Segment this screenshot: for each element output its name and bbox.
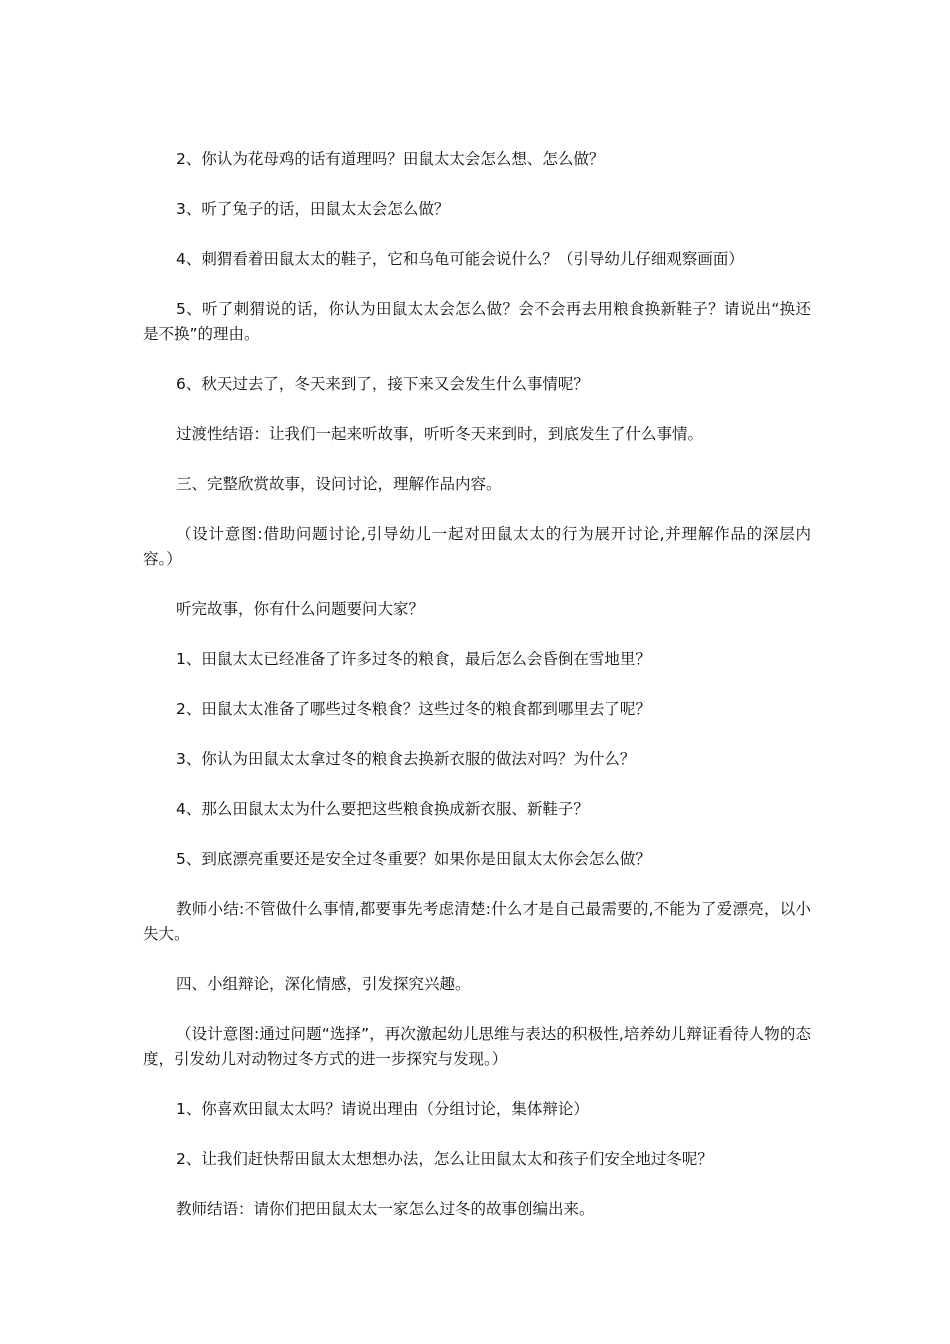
paragraph-discussion-4: 4、那么田鼠太太为什么要把这些粮食换成新衣服、新鞋子？ <box>176 800 589 818</box>
section-heading-4: 四、小组辩论，深化情感，引发探究兴趣。 <box>176 975 471 993</box>
paragraph-question-5: 5、听了刺猬说的话，你认为田鼠太太会怎么做？会不会再去用粮食换新鞋子？请说出“换还是不换”的理由。 <box>143 300 811 343</box>
paragraph-discussion-1: 1、田鼠太太已经准备了许多过冬的粮食，最后怎么会昏倒在雪地里？ <box>176 650 651 668</box>
document-body <box>143 147 811 1247</box>
paragraph-prompt: 听完故事，你有什么问题要问大家？ <box>176 600 425 618</box>
teacher-conclusion: 教师结语：请你们把田鼠太太一家怎么过冬的故事创编出来。 <box>176 1200 595 1218</box>
paragraph-transition: 过渡性结语：让我们一起来听故事，听听冬天来到时，到底发生了什么事情。 <box>176 425 704 443</box>
paragraph-discussion-5: 5、到底漂亮重要还是安全过冬重要？如果你是田鼠太太你会怎么做？ <box>176 850 651 868</box>
teacher-summary: 教师小结:不管做什么事情,都要事先考虑清楚:什么才是自己最需要的,不能为了爱漂亮，以小失大。 <box>143 900 811 943</box>
paragraph-discussion-3: 3、你认为田鼠太太拿过冬的粮食去换新衣服的做法对吗？为什么？ <box>176 750 636 768</box>
design-intent-3: （设计意图:借助问题讨论,引导幼儿一起对田鼠太太的行为展开讨论,并理解作品的深层内容。） <box>143 525 811 568</box>
paragraph-discussion-2: 2、田鼠太太准备了哪些过冬粮食？这些过冬的粮食都到哪里去了呢？ <box>176 700 651 718</box>
design-intent-4: （设计意图:通过问题“选择”，再次激起幼儿思维与表达的积极性,培养幼儿辩证看待人物的态度，引发幼儿对动物过冬方式的进一步探究与发现。） <box>143 1025 811 1068</box>
paragraph-question-4: 4、刺猬看着田鼠太太的鞋子，它和乌龟可能会说什么？（引导幼儿仔细观察画面） <box>176 250 744 268</box>
paragraph-debate-2: 2、让我们赶快帮田鼠太太想想办法，怎么让田鼠太太和孩子们安全地过冬呢？ <box>176 1150 713 1168</box>
paragraph-question-2: 2、你认为花母鸡的话有道理吗？田鼠太太会怎么想、怎么做？ <box>176 150 605 168</box>
section-heading-3: 三、完整欣赏故事，设问讨论，理解作品内容。 <box>176 475 502 493</box>
paragraph-debate-1: 1、你喜欢田鼠太太吗？请说出理由（分组讨论，集体辩论） <box>176 1100 589 1118</box>
paragraph-question-6: 6、秋天过去了，冬天来到了，接下来又会发生什么事情呢？ <box>176 375 589 393</box>
paragraph-question-3: 3、听了兔子的话，田鼠太太会怎么做？ <box>176 200 450 218</box>
